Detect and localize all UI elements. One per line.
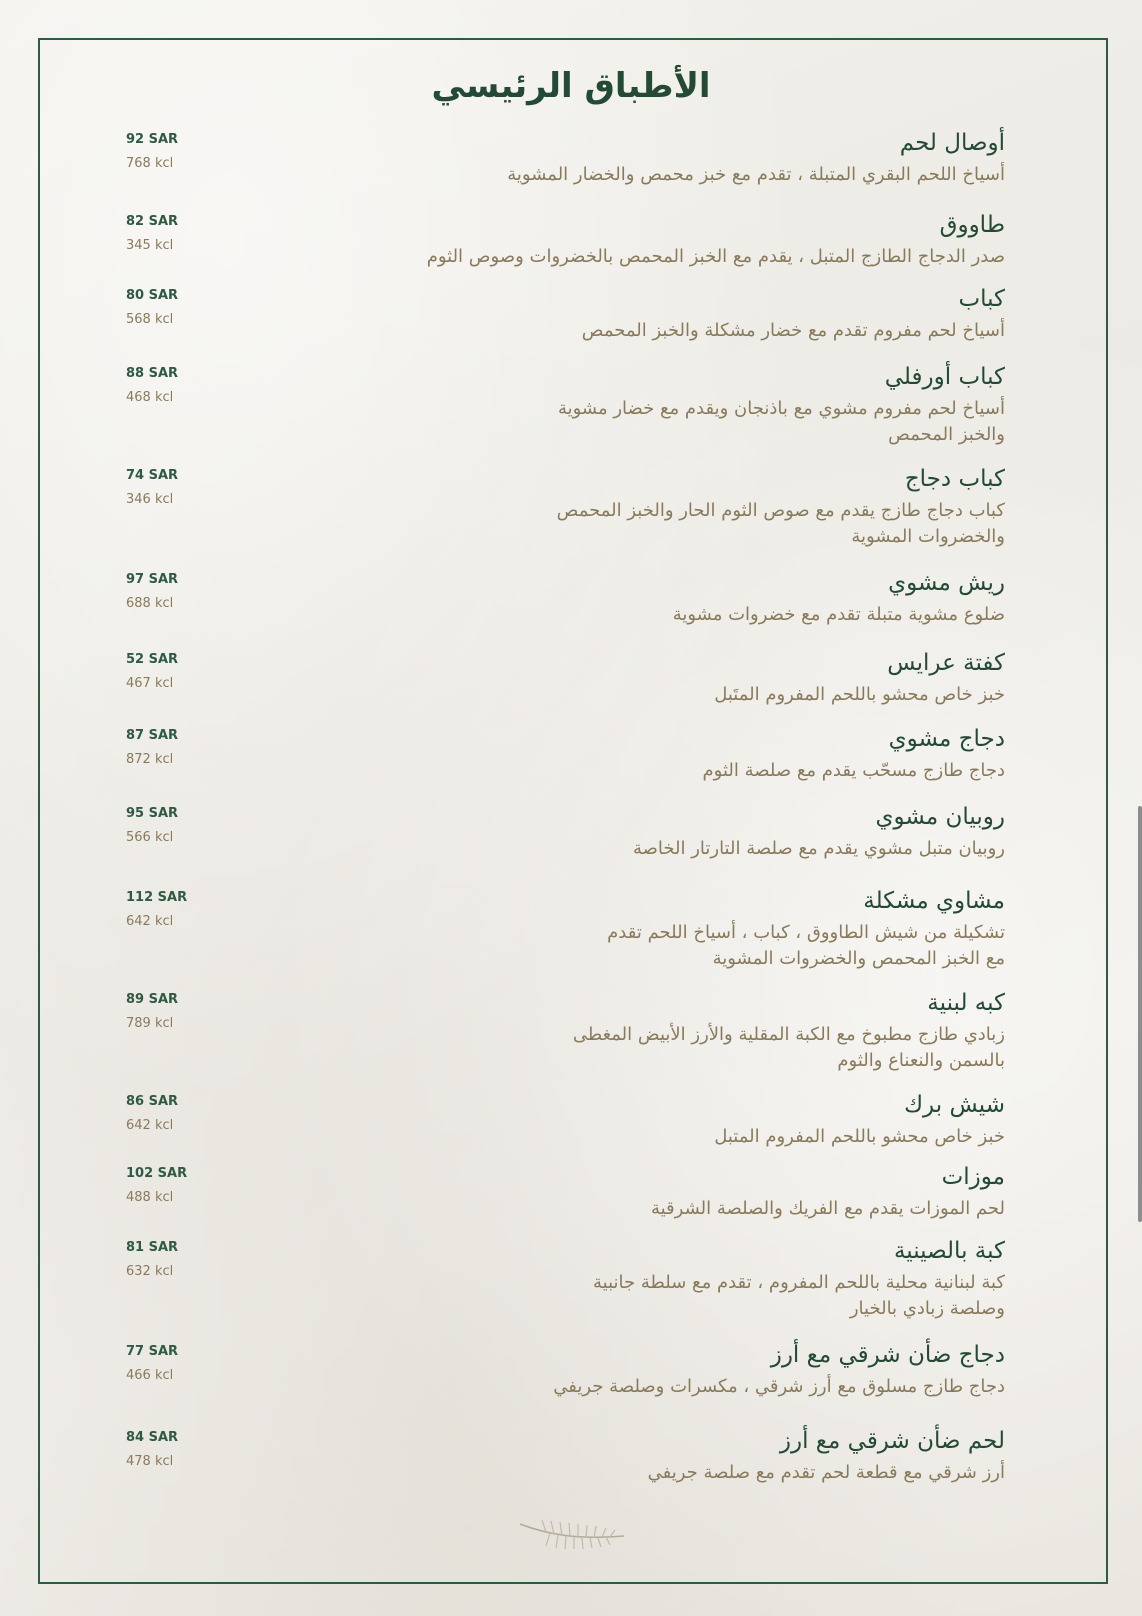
menu-item-meta	[126, 214, 206, 254]
menu-item-calories: 466 kcl	[126, 1368, 174, 1383]
menu-item-meta	[126, 1094, 206, 1134]
menu-item-name: كباب	[958, 286, 1005, 312]
menu-item-meta	[126, 806, 206, 846]
menu-item-calories: 688 kcl	[126, 596, 174, 611]
menu-item-description: كباب دجاج طازج يقدم مع صوص الثوم الحار والخبز المحمص والخضروات المشوية	[556, 500, 1005, 547]
menu-item-price: 102 SAR	[126, 1166, 188, 1181]
menu-item-price: 89 SAR	[126, 992, 179, 1007]
menu-item-meta	[126, 728, 206, 768]
menu-item-name: كباب دجاج	[904, 466, 1005, 492]
menu-item-description: دجاج طازج مسحّب يقدم مع صلصة الثوم	[702, 760, 1005, 781]
menu-item-meta	[126, 366, 206, 406]
menu-item-meta	[126, 288, 206, 328]
leaf-icon	[516, 1506, 628, 1550]
menu-item-description: أرز شرقي مع قطعة لحم تقدم مع صلصة جريفي	[647, 1462, 1005, 1483]
menu-item-name: لحم ضأن شرقي مع أرز	[779, 1428, 1005, 1454]
menu-item-meta	[126, 132, 206, 172]
menu-item-description: أسياخ لحم مفروم مشوي مع باذنجان ويقدم مع خضار مشوية والخبز المحمص	[557, 398, 1005, 445]
menu-item-name: دجاج ضأن شرقي مع أرز	[770, 1342, 1005, 1368]
menu-item-calories: 872 kcl	[126, 752, 174, 767]
menu-item-calories: 468 kcl	[126, 390, 174, 405]
menu-item-price: 77 SAR	[126, 1344, 179, 1359]
menu-item-description: لحم الموزات يقدم مع الفريك والصلصة الشرقية	[650, 1198, 1005, 1219]
menu-item-text	[305, 1090, 1005, 1150]
menu-item-description: أسياخ لحم مفروم تقدم مع خضار مشكلة والخبز المحمص	[581, 320, 1005, 341]
menu-item-price: 84 SAR	[126, 1430, 179, 1445]
menu-item-text	[305, 988, 1005, 1074]
menu-item-calories: 768 kcl	[126, 156, 174, 171]
menu-item-text	[305, 648, 1005, 708]
menu-item-text	[305, 284, 1005, 344]
menu-item-price: 86 SAR	[126, 1094, 179, 1109]
menu-item-text	[305, 724, 1005, 784]
menu-item-text	[305, 1162, 1005, 1222]
menu-item-calories: 632 kcl	[126, 1264, 174, 1279]
menu-item-meta	[126, 1344, 206, 1384]
menu-item-name: دجاج مشوي	[888, 726, 1005, 752]
menu-item-text	[305, 568, 1005, 628]
menu-item-description: كبة لبنانية محلية باللحم المفروم ، تقدم مع سلطة جانبية وصلصة زبادي بالخيار	[592, 1272, 1005, 1319]
menu-item-text	[305, 210, 1005, 270]
menu-item-calories: 345 kcl	[126, 238, 174, 253]
menu-item-name: كبة بالصينية	[893, 1238, 1005, 1264]
menu-item-calories: 566 kcl	[126, 830, 174, 845]
menu-item-calories: 568 kcl	[126, 312, 174, 327]
menu-item-price: 88 SAR	[126, 366, 179, 381]
menu-item-name: أوصال لحم	[899, 130, 1005, 156]
menu-item-text	[305, 128, 1005, 188]
menu-item-text	[305, 1340, 1005, 1400]
menu-item-calories: 467 kcl	[126, 676, 174, 691]
menu-item-description: أسياخ اللحم البقري المتبلة ، تقدم مع خبز محمص والخضار المشوية	[507, 164, 1005, 185]
menu-item-price: 82 SAR	[126, 214, 179, 229]
page-title: الأطباق الرئيسي	[431, 66, 711, 106]
menu-item-meta	[126, 468, 206, 508]
menu-item-description: خبز خاص محشو باللحم المفروم المتبل	[714, 1126, 1005, 1147]
menu-item-calories: 346 kcl	[126, 492, 174, 507]
menu-item-name: كباب أورفلي	[884, 364, 1005, 390]
menu-item-name: موزات	[941, 1164, 1005, 1190]
scrollbar[interactable]	[1138, 806, 1142, 1222]
menu-item-price: 74 SAR	[126, 468, 179, 483]
menu-item-description: صدر الدجاج الطازج المتبل ، يقدم مع الخبز المحمص بالخضروات وصوص الثوم	[426, 246, 1005, 267]
menu-item-meta	[126, 1240, 206, 1280]
menu-item-meta	[126, 992, 206, 1032]
menu-item-calories: 488 kcl	[126, 1190, 174, 1205]
menu-item-price: 81 SAR	[126, 1240, 179, 1255]
menu-item-text	[305, 886, 1005, 972]
menu-item-description: روبيان متبل مشوي يقدم مع صلصة التارتار الخاصة	[632, 838, 1005, 859]
menu-item-price: 112 SAR	[126, 890, 188, 905]
menu-item-description: زبادي طازج مطبوخ مع الكبة المقلية والأرز الأبيض المغطى بالسمن والنعناع والثوم	[572, 1024, 1005, 1071]
menu-item-calories: 478 kcl	[126, 1454, 174, 1469]
menu-item-meta	[126, 652, 206, 692]
menu-item-description: خبز خاص محشو باللحم المفروم المتَبل	[714, 684, 1005, 705]
menu-item-calories: 642 kcl	[126, 1118, 174, 1133]
menu-item-name: روبيان مشوي	[875, 804, 1005, 830]
menu-item-name: طاووق	[939, 212, 1005, 238]
menu-item-text	[305, 802, 1005, 862]
menu-item-price: 87 SAR	[126, 728, 179, 743]
menu-item-name: كبه لبنية	[927, 990, 1005, 1016]
menu-item-text	[305, 464, 1005, 550]
menu-item-description: تشكيلة من شيش الطاووق ، كباب ، أسياخ اللحم تقدم مع الخبز المحمص والخضروات المشوية	[607, 922, 1005, 969]
menu-item-name: ريش مشوي	[888, 570, 1005, 596]
menu-item-name: مشاوي مشكلة	[863, 888, 1005, 914]
menu-item-meta	[126, 1430, 206, 1470]
menu-item-calories: 789 kcl	[126, 1016, 174, 1031]
menu-item-meta	[126, 1166, 206, 1206]
menu-item-text	[305, 362, 1005, 448]
menu-item-name: شيش برك	[904, 1092, 1005, 1118]
menu-item-text	[305, 1236, 1005, 1322]
menu-item-meta	[126, 572, 206, 612]
menu-item-calories: 642 kcl	[126, 914, 174, 929]
menu-item-price: 52 SAR	[126, 652, 179, 667]
menu-item-price: 92 SAR	[126, 132, 179, 147]
menu-item-meta	[126, 890, 206, 930]
menu-item-price: 95 SAR	[126, 806, 179, 821]
menu-item-name: كفتة عرايس	[887, 650, 1005, 676]
menu-item-description: دجاج طازج مسلوق مع أرز شرقي ، مكسرات وصلصة جريفي	[553, 1376, 1005, 1397]
menu-item-price: 80 SAR	[126, 288, 179, 303]
menu-item-description: ضلوع مشوية متبلة تقدم مع خضروات مشوية	[672, 604, 1005, 625]
menu-item-text	[305, 1426, 1005, 1486]
menu-item-price: 97 SAR	[126, 572, 179, 587]
